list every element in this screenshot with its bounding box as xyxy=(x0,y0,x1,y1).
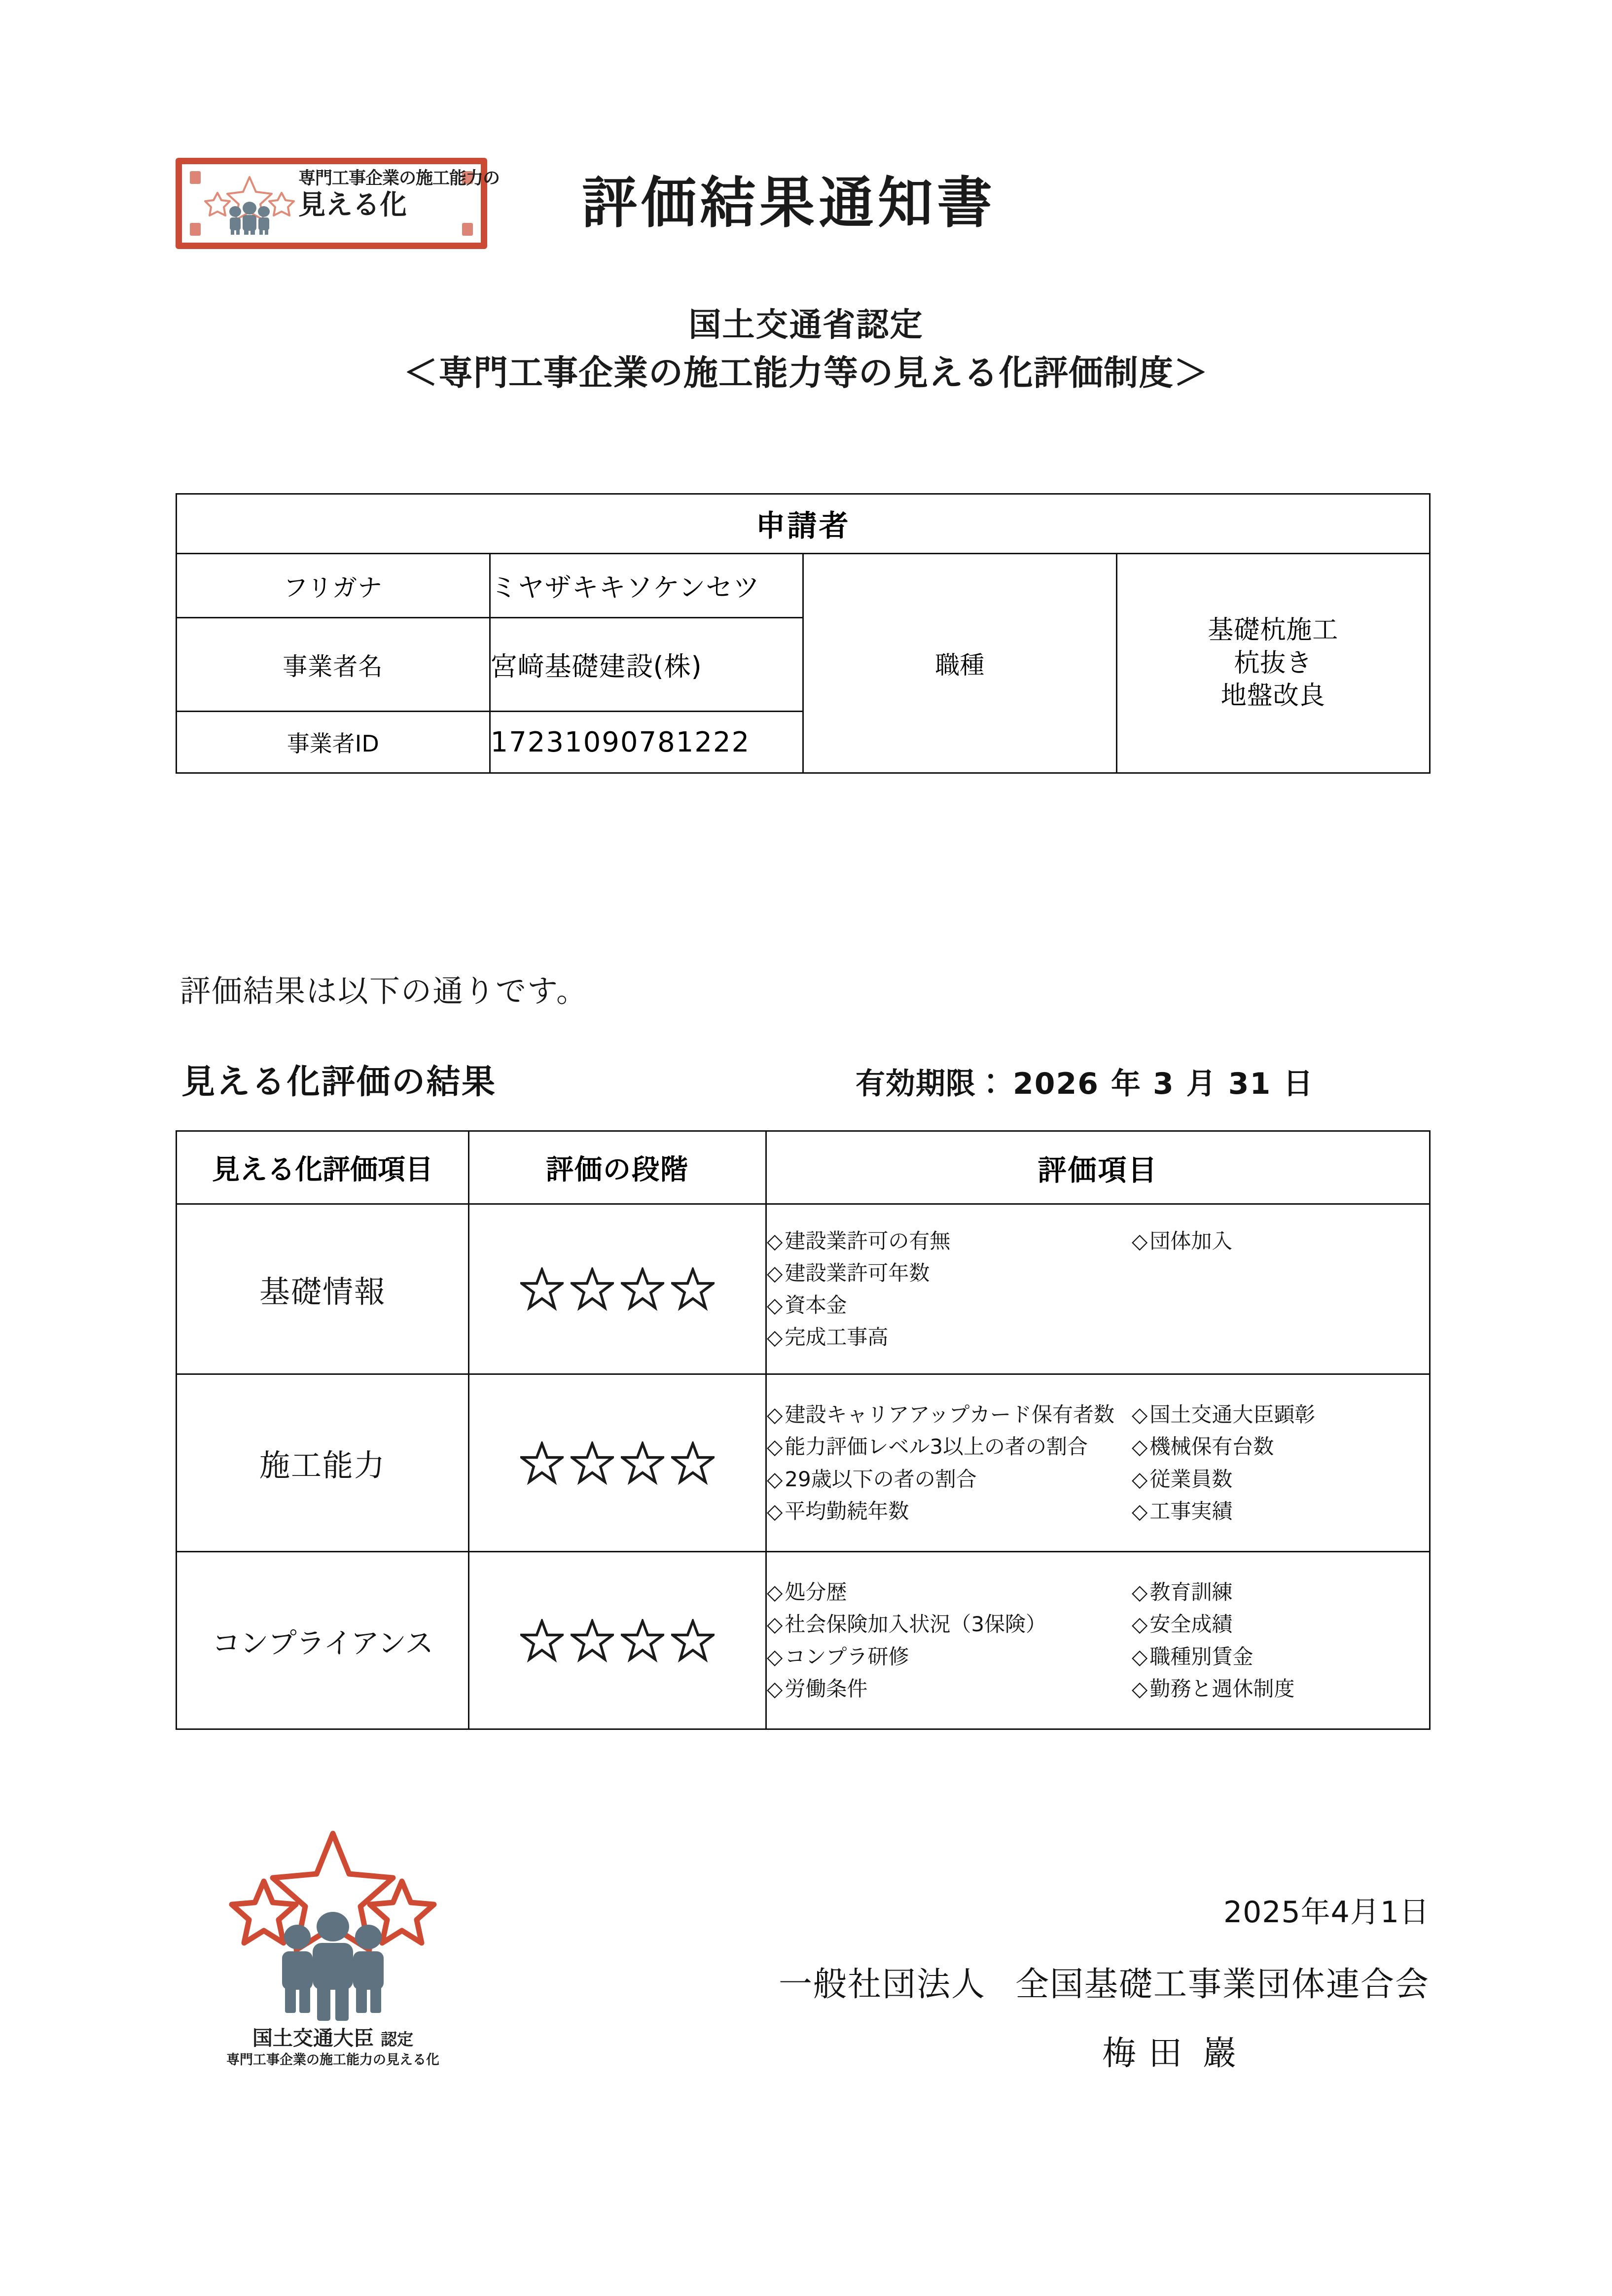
column-header-stage: 評価の段階 xyxy=(469,1131,766,1204)
diamond-bullet-icon: ◇ xyxy=(1132,1612,1148,1637)
list-item xyxy=(1132,1225,1429,1257)
diamond-bullet-icon: ◇ xyxy=(1132,1467,1148,1491)
business-id-value: 17231090781222 xyxy=(490,712,803,773)
list-item-label: 完成工事高 xyxy=(785,1325,889,1350)
diamond-bullet-icon: ◇ xyxy=(767,1467,783,1491)
validity-label: 有効期限： xyxy=(856,1067,1006,1101)
star-icon xyxy=(671,1267,715,1311)
diamond-bullet-icon: ◇ xyxy=(767,1293,783,1317)
diamond-bullet-icon: ◇ xyxy=(767,1499,783,1523)
list-item xyxy=(767,1399,1132,1431)
column-header-items: 評価項目 xyxy=(766,1131,1430,1204)
validity-day-unit: 日 xyxy=(1283,1067,1314,1101)
list-item-label: 処分歴 xyxy=(785,1580,847,1605)
diamond-bullet-icon: ◇ xyxy=(767,1580,783,1605)
list-item xyxy=(1132,1673,1429,1705)
diamond-bullet-icon: ◇ xyxy=(767,1325,783,1350)
list-item-label: 能力評価レベル3以上の者の割合 xyxy=(785,1435,1088,1459)
list-item xyxy=(767,1641,1132,1673)
category-basic-information: 基礎情報 xyxy=(177,1204,469,1374)
list-item-label: 建設業許可の有無 xyxy=(785,1228,951,1253)
star-icon xyxy=(571,1441,614,1485)
three-stars-three-workers-icon xyxy=(203,173,296,235)
star-rating-construction-capability xyxy=(469,1374,766,1552)
list-item-empty xyxy=(1132,1321,1429,1353)
list-item xyxy=(767,1608,1132,1640)
list-item-label: 国土交通大臣顕彰 xyxy=(1149,1402,1316,1427)
star-icon xyxy=(671,1441,715,1485)
three-stars-three-workers-large-icon xyxy=(205,1825,461,2032)
badge-corner-ornament-icon xyxy=(190,223,201,236)
result-note: 評価結果は以下の通りです。 xyxy=(180,973,588,1009)
list-item xyxy=(1132,1641,1429,1673)
issue-date: 2025年4月1日 xyxy=(1223,1895,1430,1930)
diamond-bullet-icon: ◇ xyxy=(1132,1402,1148,1427)
badge-corner-ornament-icon xyxy=(190,171,201,184)
furigana-value: ミヤザキキソケンセツ xyxy=(490,554,803,618)
list-item xyxy=(1132,1576,1429,1608)
list-item xyxy=(767,1495,1132,1527)
list-item-label: 職種別賃金 xyxy=(1149,1644,1254,1669)
representative-name xyxy=(1102,2027,1237,2075)
applicant-section-title: 申請者 xyxy=(177,494,1430,554)
star-icon xyxy=(671,1619,715,1662)
diamond-bullet-icon: ◇ xyxy=(1132,1435,1148,1459)
diamond-bullet-icon: ◇ xyxy=(1132,1499,1148,1523)
minister-mark-main: 国土交通大臣 xyxy=(252,2026,374,2050)
representative-given-name: 巖 xyxy=(1202,2034,1237,2073)
badge-line2: 見える化 xyxy=(298,189,407,220)
list-item-label: 29歳以下の者の割合 xyxy=(785,1467,977,1491)
star-icon xyxy=(621,1267,664,1311)
list-item-label: 安全成績 xyxy=(1149,1612,1233,1637)
badge-line1: 専門工事企業の施工能力の xyxy=(298,169,500,188)
evaluation-items-construction-capability xyxy=(766,1374,1430,1552)
validity-month: 3 xyxy=(1153,1067,1175,1101)
list-item-empty xyxy=(1132,1289,1429,1321)
category-construction-capability: 施工能力 xyxy=(177,1374,469,1552)
business-name-label: 事業者名 xyxy=(177,618,490,712)
list-item xyxy=(767,1289,1132,1321)
list-item xyxy=(767,1576,1132,1608)
star-icon xyxy=(520,1267,564,1311)
list-item-label: コンプラ研修 xyxy=(785,1644,909,1669)
list-item xyxy=(1132,1608,1429,1640)
list-item xyxy=(767,1321,1132,1353)
list-item-label: 平均勤続年数 xyxy=(785,1499,909,1523)
list-item xyxy=(767,1225,1132,1257)
diamond-bullet-icon: ◇ xyxy=(767,1676,783,1701)
list-item-label: 従業員数 xyxy=(1149,1467,1233,1491)
evaluation-items-basic-information xyxy=(766,1204,1430,1374)
list-item-label: 資本金 xyxy=(785,1293,847,1317)
applicant-header-row xyxy=(177,494,1430,554)
diamond-bullet-icon: ◇ xyxy=(767,1260,783,1285)
validity-year-unit: 年 xyxy=(1111,1067,1141,1101)
category-compliance: コンプライアンス xyxy=(177,1552,469,1729)
list-item-label: 労働条件 xyxy=(785,1676,868,1701)
list-item xyxy=(767,1257,1132,1289)
list-item xyxy=(1132,1399,1429,1431)
diamond-bullet-icon: ◇ xyxy=(1132,1644,1148,1669)
representative-family-name: 梅 田 xyxy=(1102,2034,1183,2073)
business-id-label: 事業者ID xyxy=(177,712,490,773)
list-item-label: 建設キャリアアップカード保有者数 xyxy=(785,1402,1114,1427)
list-item xyxy=(1132,1495,1429,1527)
validity-month-unit: 月 xyxy=(1186,1067,1217,1101)
minister-mark-line2: 専門工事企業の施工能力の見える化 xyxy=(226,2052,439,2068)
star-icon xyxy=(520,1619,564,1662)
list-item-label: 機械保有台数 xyxy=(1149,1435,1274,1459)
evaluation-header-row xyxy=(177,1131,1430,1204)
list-item-label: 教育訓練 xyxy=(1149,1580,1233,1605)
badge-text-block xyxy=(298,169,500,220)
shokushu-item: 杭抜き xyxy=(1234,648,1313,678)
applicant-table xyxy=(176,493,1431,774)
cc-mark-icon xyxy=(418,192,452,218)
document-subtitle-line2: ＜専門工事企業の施工能力等の見える化評価制度＞ xyxy=(403,353,1209,393)
table-row xyxy=(177,1552,1430,1729)
business-name-value: 宮﨑基礎建設(株) xyxy=(490,618,803,712)
org-prefix: 一般社団法人 xyxy=(778,1965,986,2004)
diamond-bullet-icon: ◇ xyxy=(767,1644,783,1669)
list-item xyxy=(767,1431,1132,1463)
column-header-category: 見える化評価項目 xyxy=(177,1131,469,1204)
diamond-bullet-icon: ◇ xyxy=(767,1435,783,1459)
list-item-empty xyxy=(1132,1257,1429,1289)
furigana-label: フリガナ xyxy=(177,554,490,618)
diamond-bullet-icon: ◇ xyxy=(1132,1580,1148,1605)
star-icon xyxy=(571,1267,614,1311)
star-icon xyxy=(621,1441,664,1485)
star-icon xyxy=(621,1619,664,1662)
visualization-brand-badge xyxy=(176,158,500,249)
minister-mark-line1 xyxy=(205,2022,461,2051)
diamond-bullet-icon: ◇ xyxy=(767,1228,783,1253)
diamond-bullet-icon: ◇ xyxy=(767,1612,783,1637)
validity-day: 31 xyxy=(1228,1067,1272,1101)
list-item-label: 社会保険加入状況（3保険） xyxy=(785,1612,1047,1637)
star-rating-compliance xyxy=(469,1552,766,1729)
minister-mark-sub: 認定 xyxy=(381,2030,414,2049)
shokushu-label: 職種 xyxy=(803,554,1117,773)
table-row xyxy=(177,554,1430,618)
document-header xyxy=(0,133,1612,271)
badge-corner-ornament-icon xyxy=(462,223,473,236)
document-subtitle-line1: 国土交通省認定 xyxy=(688,306,924,344)
shokushu-value xyxy=(1116,554,1430,773)
evaluation-items-compliance xyxy=(766,1552,1430,1729)
diamond-bullet-icon: ◇ xyxy=(1132,1228,1148,1253)
evaluation-table xyxy=(176,1130,1431,1730)
list-item-label: 工事実績 xyxy=(1149,1499,1233,1523)
list-item-label: 建設業許可年数 xyxy=(785,1260,930,1285)
issuing-organization xyxy=(779,1958,1430,2006)
badge-line2-wrapper xyxy=(298,191,486,218)
list-item-label: 団体加入 xyxy=(1149,1228,1233,1253)
validity-year: 2026 xyxy=(1013,1067,1099,1101)
org-name: 全国基礎工事業団体連合会 xyxy=(1015,1965,1430,2004)
list-item xyxy=(1132,1431,1429,1463)
star-rating-basic-information xyxy=(469,1204,766,1374)
list-item-label: 勤務と週休制度 xyxy=(1149,1676,1295,1701)
shokushu-item: 地盤改良 xyxy=(1220,681,1325,711)
list-item xyxy=(767,1463,1132,1495)
page-title: 評価結果通知書 xyxy=(582,171,996,235)
diamond-bullet-icon: ◇ xyxy=(767,1402,783,1427)
diamond-bullet-icon: ◇ xyxy=(1132,1676,1148,1701)
list-item xyxy=(767,1673,1132,1705)
list-item xyxy=(1132,1463,1429,1495)
star-icon xyxy=(571,1619,614,1662)
validity-period xyxy=(856,1060,1318,1103)
result-heading: 見える化評価の結果 xyxy=(181,1063,497,1102)
minister-certification-mark xyxy=(205,1825,461,2091)
star-icon xyxy=(520,1441,564,1485)
table-row xyxy=(177,1374,1430,1552)
table-row xyxy=(177,1204,1430,1374)
shokushu-item: 基礎杭施工 xyxy=(1208,615,1339,646)
